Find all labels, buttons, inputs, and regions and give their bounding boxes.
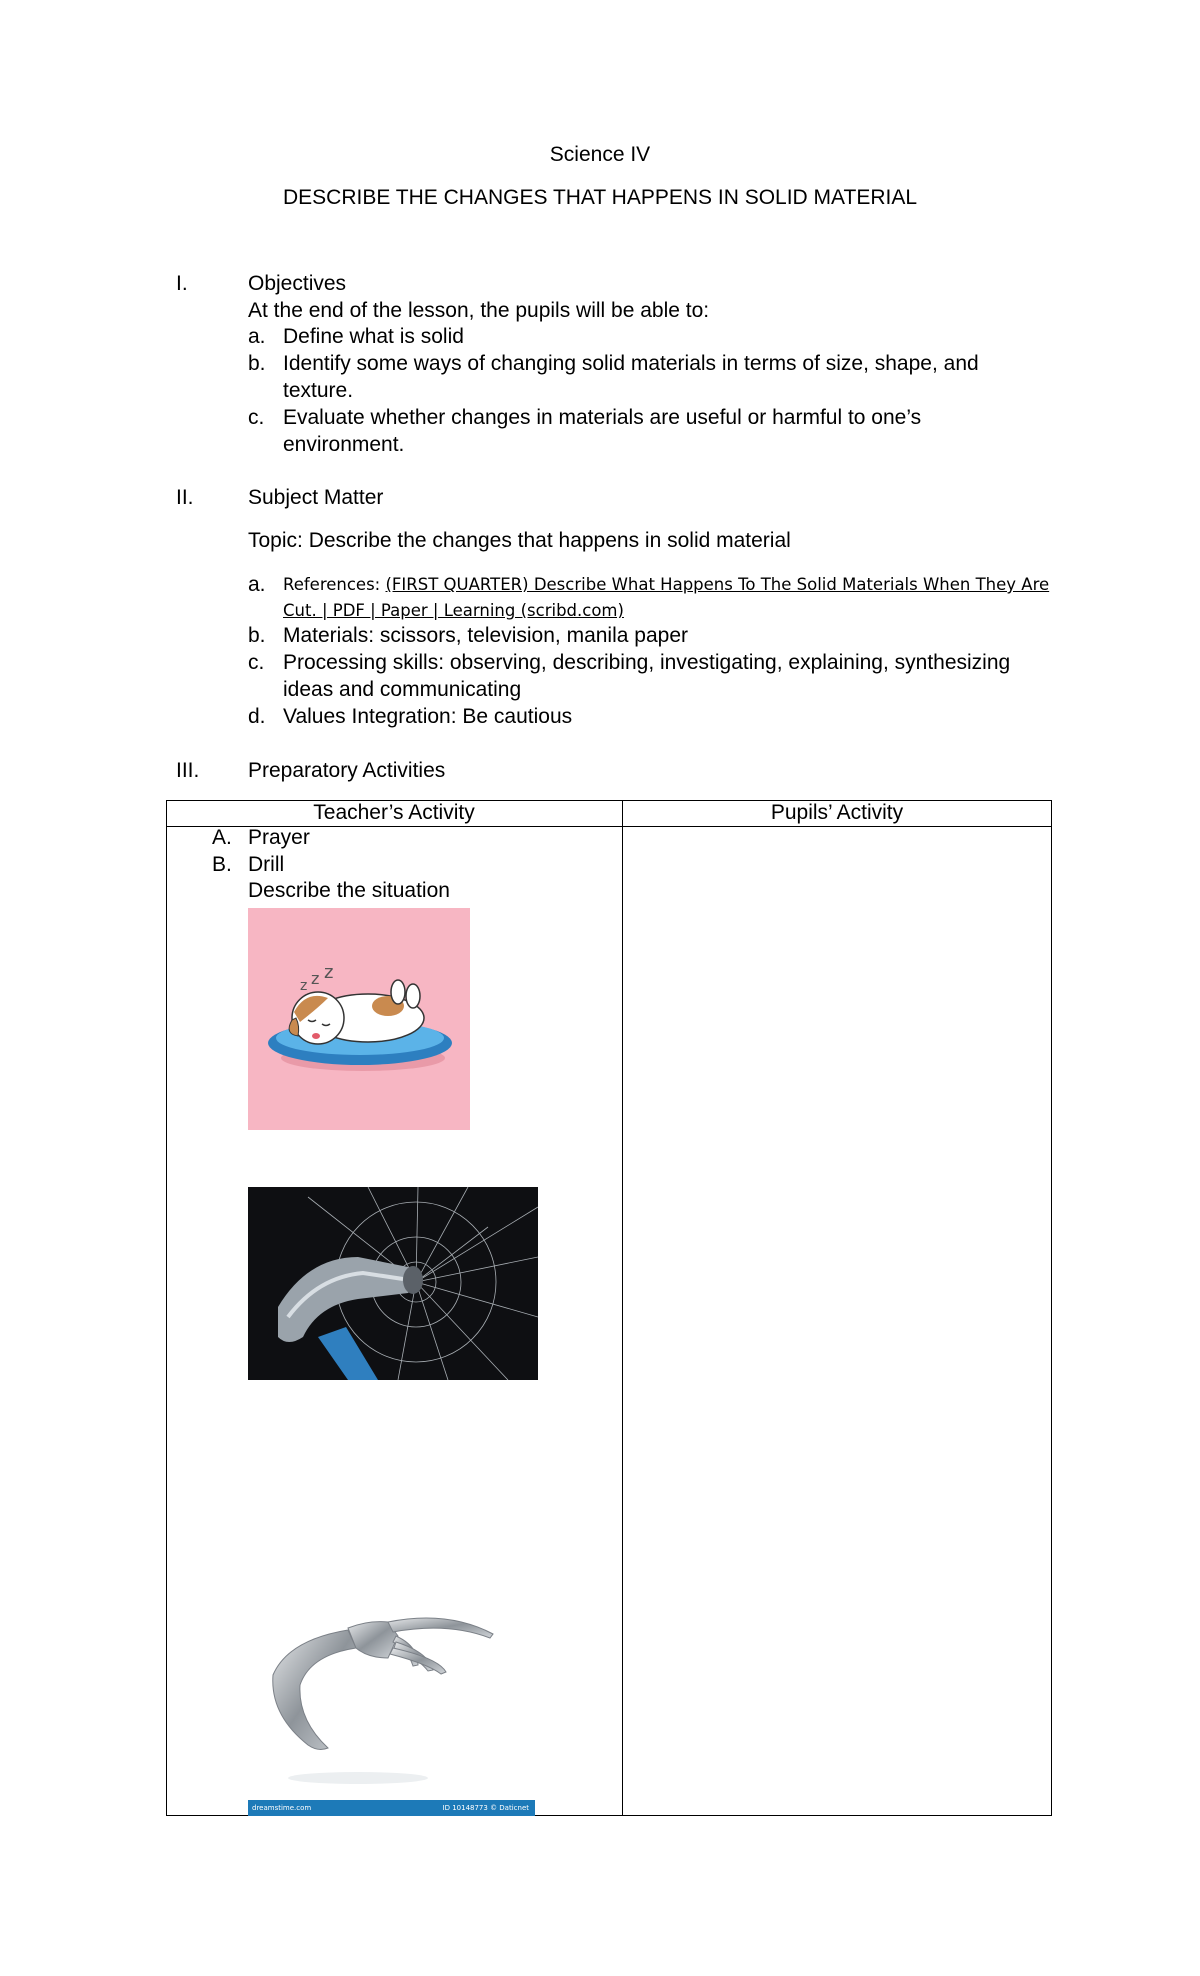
subject-heading: Science IV (549, 143, 651, 166)
table-header-teacher: Teacher’s Activity (313, 801, 475, 824)
processing-skills-item-continued: ideas and communicating (283, 678, 522, 701)
list-marker: c. (248, 651, 265, 674)
reference-link[interactable]: (FIRST QUARTER) Describe What Happens To The Solid Materials When They Are (385, 575, 1050, 594)
list-marker: b. (248, 624, 266, 647)
list-marker: b. (248, 352, 266, 375)
processing-skills-item: Processing skills: observing, describing, investigating, explaining, synthesizing (283, 651, 1011, 674)
activity-drill: Drill (248, 853, 285, 876)
table-header-pupils: Pupils’ Activity (770, 801, 904, 824)
references-line (283, 571, 1049, 598)
table-column-divider (622, 800, 623, 1816)
drill-instruction: Describe the situation (248, 879, 450, 902)
objectives-intro: At the end of the lesson, the pupils will be able to: (248, 299, 710, 322)
list-marker: B. (212, 853, 232, 876)
section-heading-subject-matter: Subject Matter (248, 486, 384, 509)
svg-text:z: z (324, 962, 334, 983)
lesson-title: DESCRIBE THE CHANGES THAT HAPPENS IN SOLID MATERIAL (282, 186, 918, 209)
topic-line: Topic: Describe the changes that happens in solid material (248, 529, 791, 552)
list-marker: a. (248, 325, 266, 348)
bent-fork-image (248, 1540, 535, 1816)
stock-photo-footer (248, 1800, 535, 1816)
sleeping-dog-cartoon-image (248, 908, 470, 1130)
objective-item-continued: environment. (283, 433, 405, 456)
list-marker: a. (248, 573, 266, 596)
list-marker: d. (248, 705, 266, 728)
svg-text:z: z (311, 969, 320, 988)
values-integration-item: Values Integration: Be cautious (283, 705, 573, 728)
reference-link-continued[interactable]: Cut. | PDF | Paper | Learning (scribd.com) (283, 601, 624, 620)
section-numeral-subject-matter: II. (176, 486, 194, 509)
list-marker: c. (248, 406, 265, 429)
section-numeral-objectives: I. (176, 272, 188, 295)
objective-item: Identify some ways of changing solid materials in terms of size, shape, and (283, 352, 979, 375)
stock-photo-id: ID 10148773 © Daticnet (442, 1804, 529, 1812)
list-marker: A. (212, 826, 232, 849)
hammer-breaking-glass-image (248, 1187, 538, 1380)
section-numeral-preparatory: III. (176, 759, 200, 782)
references-label: References: (283, 575, 386, 594)
section-heading-objectives: Objectives (248, 272, 347, 295)
references-line-continued (283, 597, 624, 624)
svg-text:z: z (300, 978, 308, 994)
materials-item: Materials: scissors, television, manila paper (283, 624, 688, 647)
activity-prayer: Prayer (248, 826, 310, 849)
objective-item: Define what is solid (283, 325, 464, 348)
section-heading-preparatory: Preparatory Activities (248, 759, 446, 782)
objective-item: Evaluate whether changes in materials are useful or harmful to one’s (283, 406, 922, 429)
stock-photo-brand: dreamstime.com (252, 1804, 312, 1812)
objective-item-continued: texture. (283, 379, 354, 402)
